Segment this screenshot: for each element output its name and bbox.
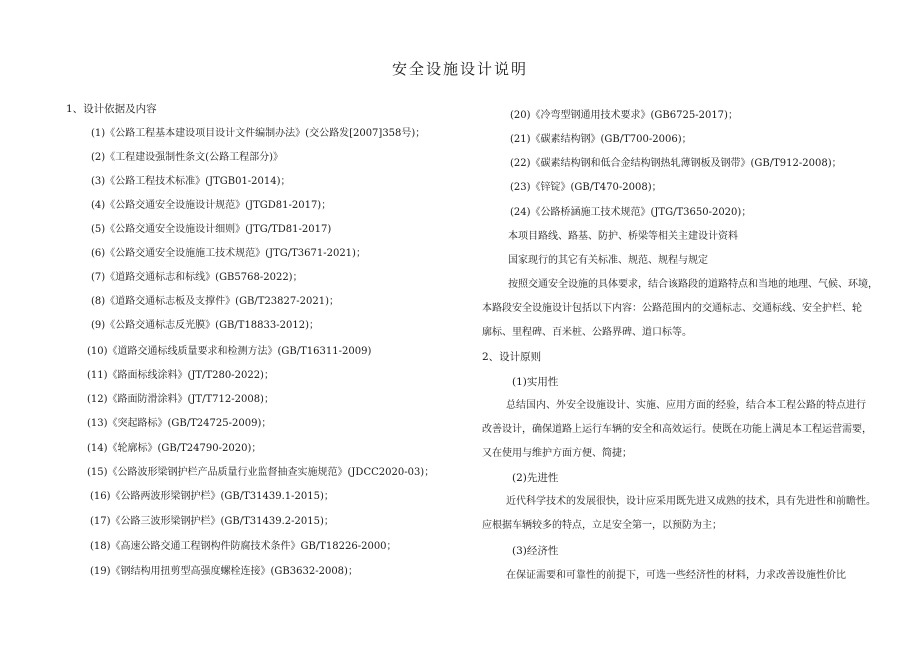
principle-text-line: 改善设计，确保道路上运行车辆的安全和高效运行。使既在功能上满足本工程运营需要， [482,424,872,435]
reference-item: (8)《道路交通标志板及支撑件》(GB/T23827-2021)； [91,296,339,307]
reference-item: (14)《轮廓标》(GB/T24790-2020)； [87,443,262,454]
scope-paragraph-line: 按照交通安全设施的具体要求，结合该路段的道路特点和当地的地理、气候、环境， [508,279,878,290]
section2-heading: 2、设计原则 [482,351,542,363]
reference-item: (19)《钢结构用扭剪型高强度螺栓连接》(GB3632-2008)； [90,566,358,577]
reference-item: (7)《道路交通标志和标线》(GB5768-2022)； [91,272,303,283]
principle-text-line: 总结国内、外安全设施设计、实施、应用方面的经验，结合本工程公路的特点进行 [506,400,866,411]
scope-paragraph-line: 廓标、里程碑、百米桩、公路界碑、道口标等。 [482,327,692,338]
reference-item: (1)《公路工程基本建设项目设计文件编制办法》(交公路发[2007]358号)； [91,128,426,139]
reference-item: (2)《工程建设强制性条文(公路工程部分)》 [91,152,283,163]
reference-item: (10)《道路交通标线质量要求和检测方法》(GB/T16311-2009) [87,346,372,357]
reference-item: (3)《公路工程技术标准》(JTGB01-2014)； [91,176,291,187]
national-standards-paragraph: 国家现行的其它有关标准、规范、规程与规定 [508,255,708,266]
principle-text-line: 近代科学技术的发展很快，设计应采用既先进又成熟的技术，具有先进性和前瞻性。 [506,496,876,507]
reference-item: (12)《路面防滑涂料》(JT/T712-2008)； [87,394,274,405]
reference-item: (21)《碳素结构钢》(GB/T700-2006)； [510,134,692,145]
principle-title: (3)经济性 [512,545,559,557]
reference-item: (16)《公路两波形梁钢护栏》(GB/T31439.1-2015)； [90,491,334,502]
scope-paragraph-line: 本路段安全设施设计包括以下内容：公路范围内的交通标志、交通标线、安全护栏、轮 [482,303,862,314]
reference-item: (20)《冷弯型钢通用技术要求》(GB6725-2017)； [510,110,738,121]
reference-item: (17)《公路三波形梁钢护栏》(GB/T31439.2-2015)； [90,516,334,527]
principle-title: (2)先进性 [512,472,559,484]
reference-item: (9)《公路交通标志反光膜》(GB/T18833-2012)； [91,320,319,331]
principle-text-line: 又在使用与维护方面方便、简捷； [482,448,632,459]
principle-text-line: 应根据车辆较多的特点，立足安全第一，以预防为主； [482,520,722,531]
reference-item: (15)《公路波形梁钢护栏产品质量行业监督抽查实施规范》(JDCC2020-03)； [87,467,435,478]
reference-item: (23)《锌锭》(GB/T470-2008)； [510,182,662,193]
route-design-paragraph: 本项目路线、路基、防护、桥梁等相关主建设计资料 [508,231,738,242]
reference-item: (5)《公路交通安全设施设计细则》(JTG/TD81-2017) [91,224,332,235]
reference-item: (6)《公路交通安全设施施工技术规范》(JTG/T3671-2021)； [91,248,366,259]
reference-item: (18)《高速公路交通工程钢构件防腐技术条件》GB/T18226-2000； [90,541,397,552]
reference-item: (22)《碳素结构钢和低合金结构钢热轧薄钢板及钢带》(GB/T912-2008)； [510,158,842,169]
document-title: 安全设施设计说明 [391,60,528,78]
reference-item: (13)《突起路标》(GB/T24725-2009)； [87,418,272,429]
reference-item: (11)《路面标线涂料》(JT/T280-2022)； [87,370,274,381]
section1-heading: 1、设计依据及内容 [66,103,157,115]
reference-item: (4)《公路交通安全设施设计规范》(JTGD81-2017)； [91,200,332,211]
principle-title: (1)实用性 [512,376,559,388]
reference-item: (24)《公路桥涵施工技术规范》(JTG/T3650-2020)； [510,207,752,218]
principle-text-line: 在保证需要和可靠性的前提下，可选一些经济性的材料，力求改善设施性价比 [506,570,846,581]
